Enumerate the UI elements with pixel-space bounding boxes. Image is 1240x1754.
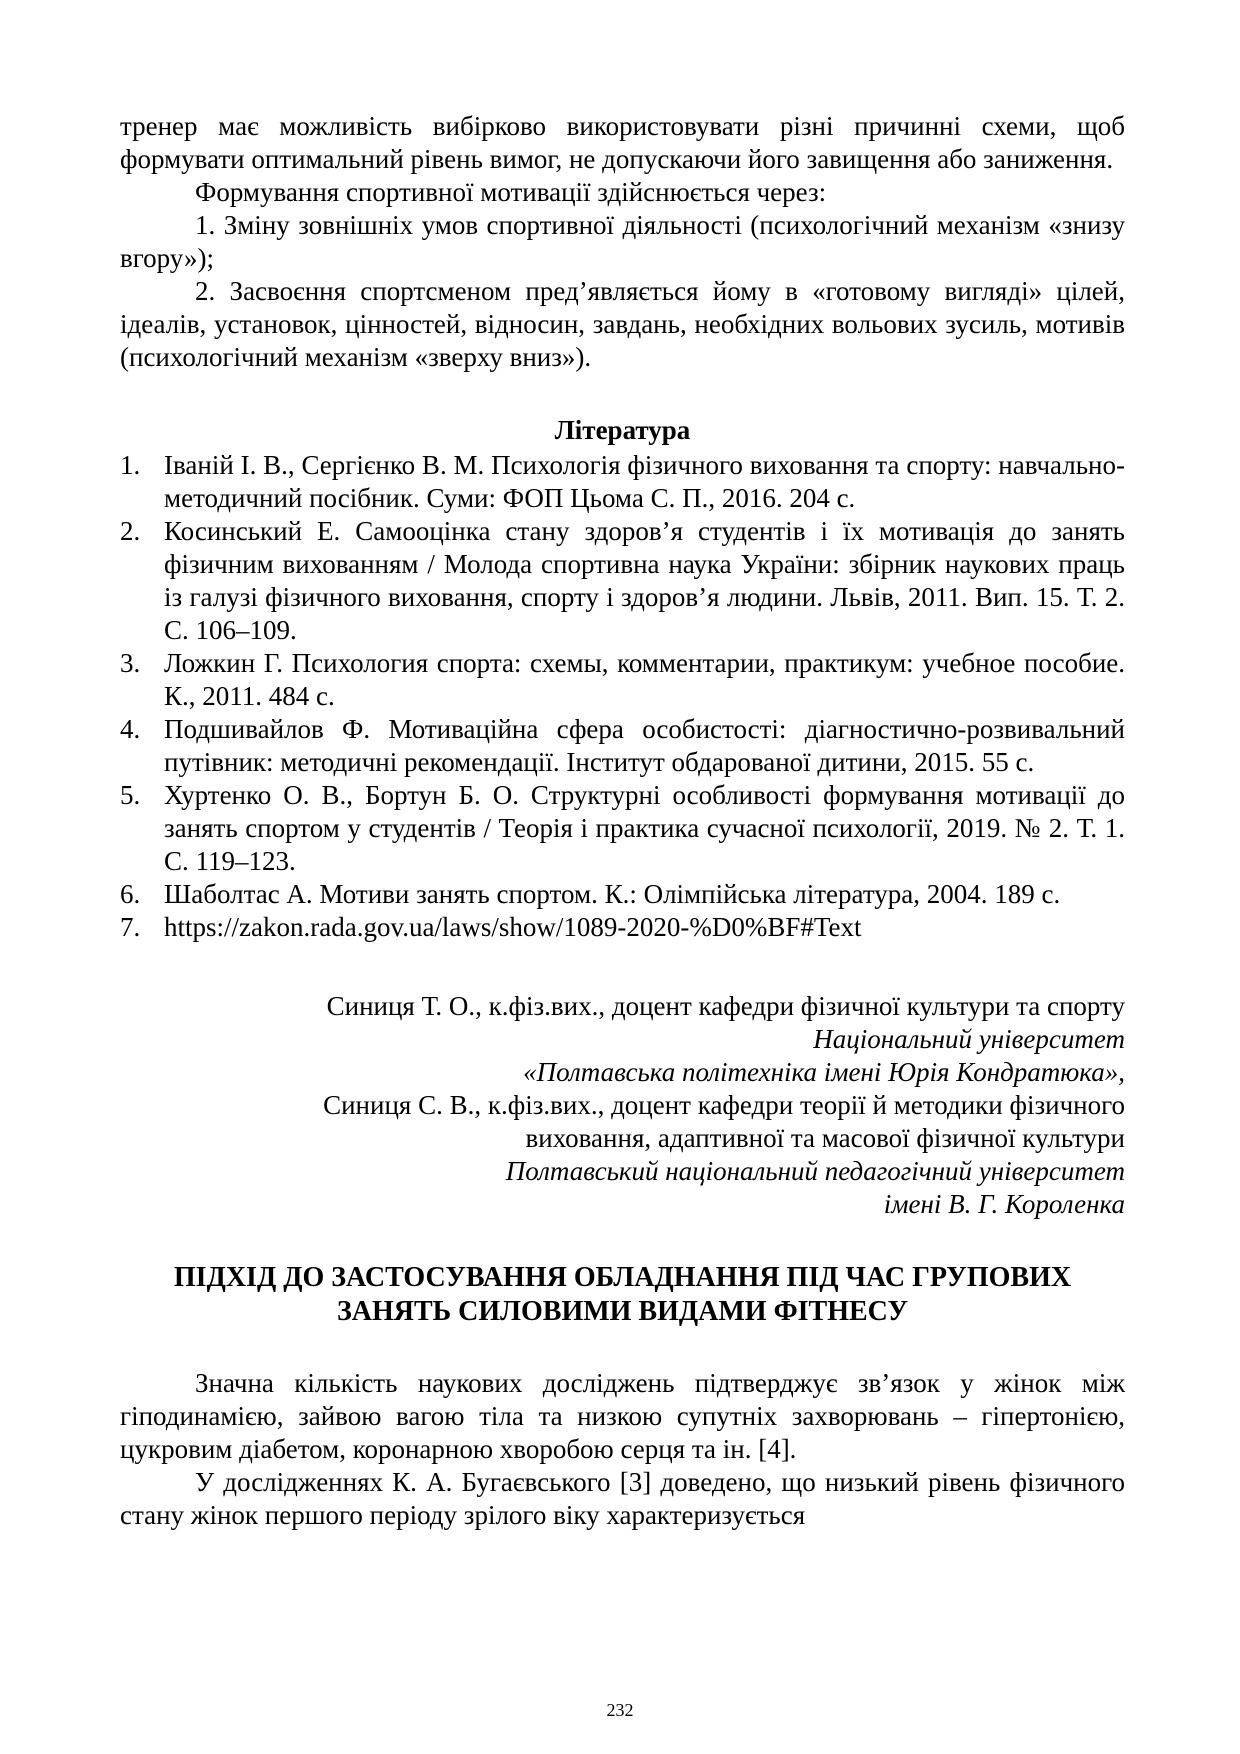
article-body (120, 1367, 1125, 1532)
reference-text: Хуртенко О. В., Бортун Б. О. Структурні особливості формування мотивації до занять спортом у студентів / Теорія і практика сучасної психології, 2019. № 2. Т. 1. С. 119–123. (164, 780, 1125, 876)
motivation-item-1: 1. Зміну зовнішніх умов спортивної діяльності (психологічний механізм «знизу вгору»); (120, 210, 1125, 273)
reference-item (120, 647, 1125, 713)
author-2-department: виховання, адаптивної та масової фізичної культури (525, 1123, 1125, 1153)
reference-number: 2. (120, 516, 141, 546)
reference-item (120, 515, 1125, 647)
reference-text: Ложкин Г. Психология спорта: схемы, комментарии, практикум: учебное пособие. К., 2011. 484 с. (164, 648, 1125, 711)
author-2: Синиця С. В., к.фіз.вих., доцент кафедри теорії й методики фізичного (323, 1090, 1125, 1120)
reference-list (120, 449, 1125, 944)
author-1-affiliation: Національний університет (813, 1024, 1125, 1054)
motivation-lead: Формування спортивної мотивації здійснюється через: (195, 177, 827, 207)
reference-item (120, 779, 1125, 878)
literature-heading: Література (554, 415, 691, 445)
reference-number: 1. (120, 450, 141, 480)
reference-text: Іваній І. В., Сергієнко В. М. Психологія фізичного виховання та спорту: навчально-методичний посібник. Суми: ФОП Цьома С. П., 2016. 204 с. (164, 450, 1125, 513)
article-title-line-1: ПІДХІД ДО ЗАСТОСУВАННЯ ОБЛАДНАННЯ ПІД ЧАС ГРУПОВИХ (173, 1262, 1072, 1293)
reference-number: 7. (120, 912, 141, 942)
reference-item (120, 449, 1125, 515)
reference-text: Подшивайлов Ф. Мотиваційна сфера особистості: діагностично-розвивальний путівник: методичні рекомендації. Інститут обдарованої дитини, 2015. 55 с. (164, 714, 1125, 777)
reference-number: 3. (120, 648, 141, 678)
reference-number: 5. (120, 780, 141, 810)
continuation-paragraph: тренер має можливість вибірково використовувати різні причинні схеми, щоб формувати оптимальний рівень вимог, не допускаючи його завищення або заниження. (120, 111, 1125, 174)
page-content (120, 110, 1125, 1532)
author-1-affiliation-name: «Полтавська політехніка імені Юрія Кондратюка», (523, 1057, 1125, 1087)
reference-item (120, 911, 1125, 944)
reference-item (120, 878, 1125, 911)
author-2-affiliation: Полтавський національний педагогічний університет (505, 1156, 1125, 1186)
reference-number: 4. (120, 714, 141, 744)
author-block (120, 990, 1125, 1221)
author-2-affiliation-name: імені В. Г. Короленка (883, 1189, 1125, 1219)
article-paragraph-1: Значна кількість наукових досліджень підтверджує зв’язок у жінок між гіподинамією, зайвою вагою тіла та низкою супутніх захворювань – гіпертонією, цукровим діабетом, коронарною хворобою серця та ін. [4]. (120, 1368, 1125, 1464)
reference-number: 6. (120, 879, 141, 909)
reference-item (120, 713, 1125, 779)
article-title (120, 1261, 1125, 1329)
reference-text: Косинський Е. Самооцінка стану здоров’я студентів і їх мотивація до занять фізичним вихованням / Молода спортивна наука України: збірник наукових праць із галузі фізичного виховання, спорту і здоров’я людини. Львів, 2011. Вип. 15. Т. 2. С. 106–109. (164, 516, 1125, 645)
article-title-line-2: ЗАНЯТЬ СИЛОВИМИ ВИДАМИ ФІТНЕСУ (336, 1296, 909, 1327)
motivation-item-2: 2. Засвоєння спортсменом пред’являється йому в «готовому вигляді» цілей, ідеалів, установок, цінностей, відносин, завдань, необхідних вольових зусиль, мотивів (психологічний механізм «зверху вниз»). (120, 276, 1125, 372)
article-paragraph-2: У дослідженнях К. А. Бугаєвського [3] доведено, що низький рівень фізичного стану жінок першого періоду зрілого віку характеризується (120, 1467, 1125, 1530)
reference-link[interactable]: https://zakon.rada.gov.ua/laws/show/1089-2020-%D0%BF#Text (164, 912, 862, 942)
page-number: 232 (606, 1700, 634, 1720)
author-1: Синиця Т. О., к.фіз.вих., доцент кафедри фізичної культури та спорту (326, 991, 1125, 1021)
reference-text: Шаболтас А. Мотиви занять спортом. К.: Олімпійська література, 2004. 189 с. (164, 879, 1061, 909)
